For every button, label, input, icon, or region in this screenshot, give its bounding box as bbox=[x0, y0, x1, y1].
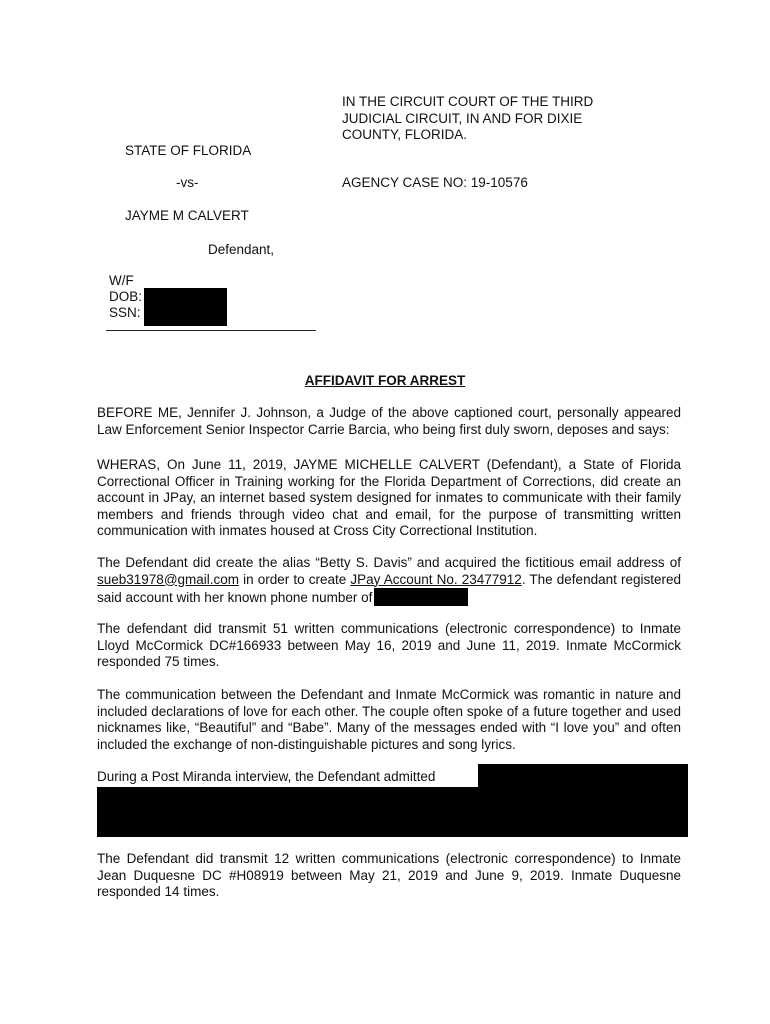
jpay-account: JPay Account No. 23477912 bbox=[350, 571, 522, 587]
paragraph-wheras: WHERAS, On June 11, 2019, JAYME MICHELLE CALVERT (Defendant), a State of Florida Correctional Officer in Training working for the Florida Department of Corrections, did create an account in JPay, an internet based system designed for inmates to communicate with their family members and friends through video chat and email, for the purpose of transmitting written communication with inmates housed at Cross City Correctional Institution. bbox=[97, 457, 681, 538]
dob-label: DOB: bbox=[109, 289, 143, 304]
paragraph-mccormick-count: The defendant did transmit 51 written communications (electronic correspondence) to Inmate Lloyd McCormick DC#166933 between May 16, 2019 and June 11, 2019. Inmate McCormick responded 75 times. bbox=[97, 621, 681, 669]
court-line: COUNTY, FLORIDA. bbox=[342, 127, 468, 142]
race-sex: W/F bbox=[109, 273, 134, 288]
paragraph-romantic: The communication between the Defendant and Inmate McCormick was romantic in nature and included declarations of love for each other. The couple often spoke of a future together and used nicknames like, “Beautiful” and “Babe”. Many of the messages ended with “I love you” and often included the exchange of non-distinguishable pictures and song lyrics. bbox=[97, 687, 681, 752]
document-title bbox=[0, 373, 770, 388]
paragraph-before-me: BEFORE ME, Jennifer J. Johnson, a Judge of the above captioned court, personally appeared Law Enforcement Senior Inspector Carrie Barcia, who being first duly sworn, deposes and says: bbox=[97, 405, 681, 437]
agency-case-number: AGENCY CASE NO: 19-10576 bbox=[342, 175, 528, 190]
email-address: sueb31978@gmail.com bbox=[97, 571, 240, 587]
ssn-label: SSN: bbox=[109, 305, 141, 320]
redaction-block bbox=[478, 764, 688, 788]
alias-text-3: . The defendant registered said account with her known phone number of bbox=[97, 571, 681, 605]
versus-label: -vs- bbox=[176, 175, 199, 190]
redaction-block bbox=[97, 787, 688, 837]
court-line: JUDICIAL CIRCUIT, IN AND FOR DIXIE bbox=[342, 110, 583, 126]
paragraph-miranda: During a Post Miranda interview, the Defendant admitted bbox=[97, 769, 436, 784]
court-caption bbox=[342, 94, 642, 144]
paragraph-duquesne: The Defendant did transmit 12 written communications (electronic correspondence) to Inmate Jean Duquesne DC #H08919 between May 21, 2019 and June 9, 2019. Inmate Duquesne responded 14 times. bbox=[97, 851, 681, 899]
defendant-name: JAYME M CALVERT bbox=[125, 208, 249, 223]
state-label: STATE OF FLORIDA bbox=[125, 143, 252, 158]
defendant-role: Defendant, bbox=[208, 242, 275, 257]
divider bbox=[106, 330, 316, 331]
alias-text-2: in order to create bbox=[239, 571, 351, 587]
title-text: AFFIDAVIT FOR ARREST bbox=[304, 373, 466, 388]
redaction-block bbox=[374, 588, 468, 606]
paragraph-alias bbox=[97, 555, 681, 607]
redaction-block bbox=[144, 288, 227, 326]
alias-text: The Defendant did create the alias “Betty S. Davis” and acquired the fictitious email address of bbox=[97, 555, 681, 570]
defendant-info bbox=[109, 273, 142, 321]
court-line: IN THE CIRCUIT COURT OF THE THIRD bbox=[342, 94, 594, 109]
